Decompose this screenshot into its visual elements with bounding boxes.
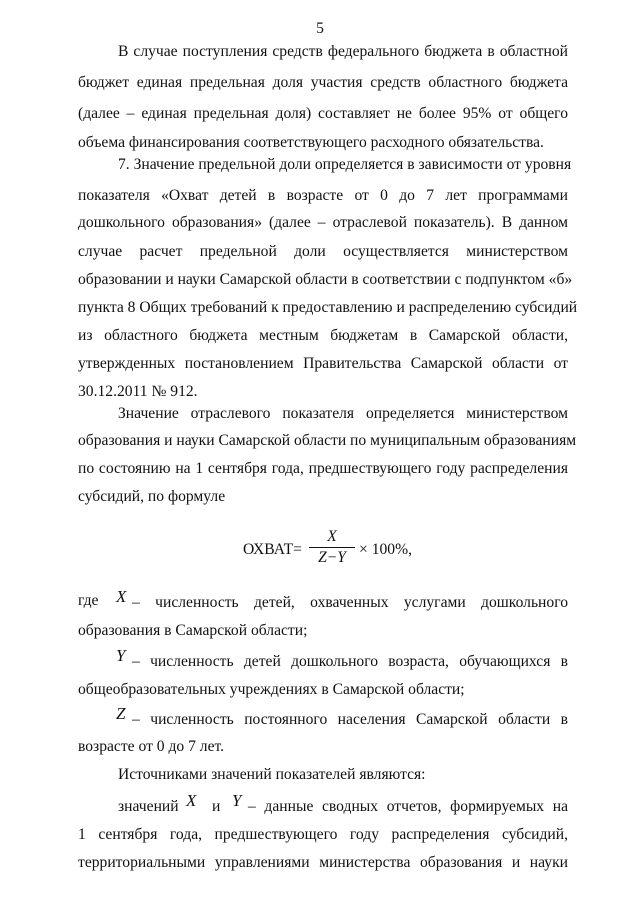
text-line: – численность постоянного населения Самарской области в xyxy=(132,711,568,728)
text-line: субсидий, по формуле xyxy=(78,488,226,505)
text-line: дошкольного образования» (далее – отраслевой показатель). В данном xyxy=(78,214,568,231)
variable-x: X xyxy=(186,791,197,810)
formula-numerator: X xyxy=(327,528,337,545)
text-line: общеобразовательных учреждениях в Самарской области; xyxy=(78,681,465,698)
formula-fraction xyxy=(309,528,355,567)
text-line: объема финансирования соответствующего расходного обязательства. xyxy=(78,134,544,151)
text-line: (далее – единая предельная доля) составляет не более 95% от общего xyxy=(78,105,568,122)
text-line: случае расчет предельной доли осуществляется министерством xyxy=(78,243,568,260)
text-line: образования в Самарской области; xyxy=(78,622,308,639)
variable-z: Z xyxy=(116,704,126,723)
text-line: – численность детей дошкольного возраста, обучающихся в xyxy=(132,653,568,670)
text-line: образования и науки Самарской области по муниципальным образованиям xyxy=(78,432,577,449)
text-line: Значение отраслевого показателя определяется министерством xyxy=(118,405,568,422)
text-line: из областного бюджета местным бюджетам в Самарской области, xyxy=(78,327,568,344)
text-line: 1 сентября года, предшествующего году распределения субсидий, xyxy=(78,826,568,843)
text-line: утвержденных постановлением Правительства Самарской области от xyxy=(78,355,568,372)
text-line: показателя «Охват детей в возрасте от 0 до 7 лет программами xyxy=(78,187,568,204)
text-line: бюджет единая предельная доля участия средств областного бюджета xyxy=(78,74,568,91)
text-line: В случае поступления средств федерального бюджета в областной xyxy=(118,43,568,60)
sources-prefix: значений xyxy=(118,798,179,815)
page-number: 5 xyxy=(316,20,324,37)
text-line: территориальными управлениями министерства образования и науки xyxy=(78,854,568,871)
formula-rhs: × 100%, xyxy=(359,541,412,558)
text-line: – численность детей, охваченных услугами дошкольного xyxy=(132,594,568,611)
text-line: образовании и науки Самарской области в соответствии с подпунктом «б» xyxy=(78,271,573,288)
text-line: пункта 8 Общих требований к предоставлению и распределению субсидий xyxy=(78,299,578,316)
text-line: – данные сводных отчетов, формируемых на xyxy=(248,798,568,815)
conjunction: и xyxy=(212,798,221,815)
text-line: возрасте от 0 до 7 лет. xyxy=(78,738,225,755)
text-line: 30.12.2011 № 912. xyxy=(78,383,198,400)
formula-lhs: ОХВАТ= xyxy=(243,541,302,558)
variable-x: X xyxy=(116,587,127,606)
sources-heading: Источниками значений показателей являются: xyxy=(118,766,426,783)
text-line: по состоянию на 1 сентября года, предшествующего году распределения xyxy=(78,460,568,477)
formula-denominator: Z−Y xyxy=(318,549,346,566)
variable-y: Y xyxy=(232,791,242,810)
fraction-bar xyxy=(309,547,355,548)
variable-y: Y xyxy=(116,646,126,665)
text-line: 7. Значение предельной доли определяется в зависимости от уровня xyxy=(118,156,572,173)
definition-prefix: где xyxy=(78,592,99,609)
